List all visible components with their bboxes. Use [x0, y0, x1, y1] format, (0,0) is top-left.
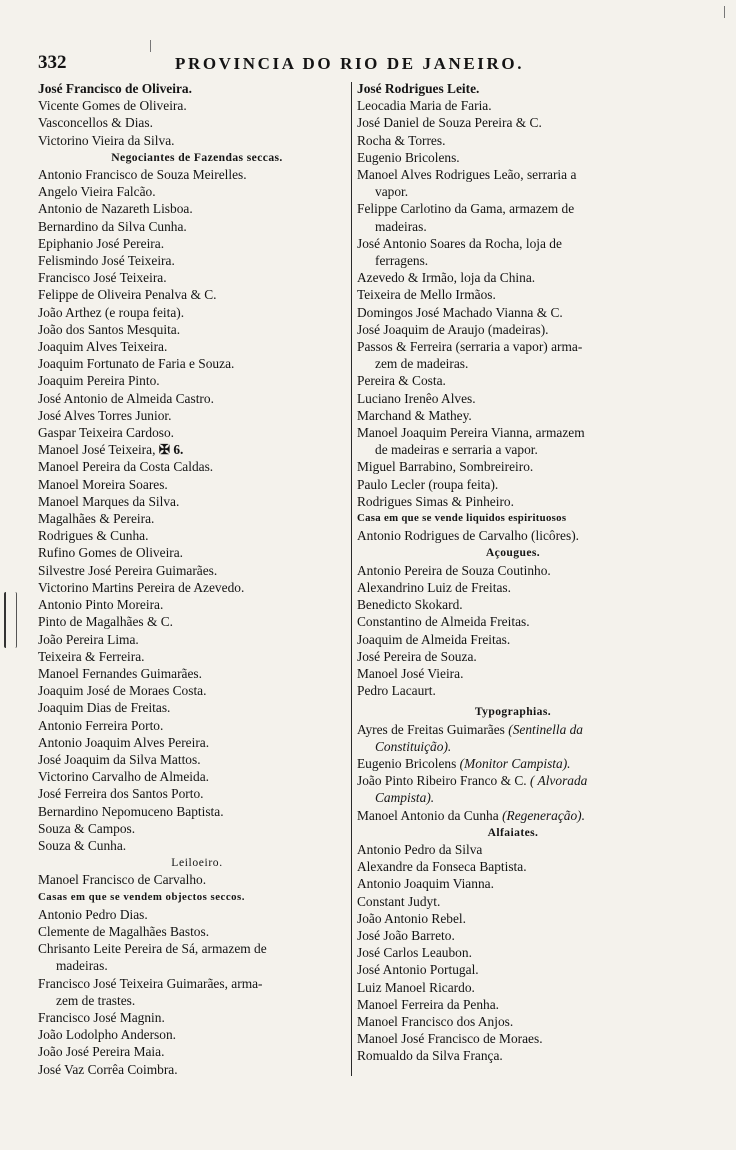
list-item: Chrisanto Leite Pereira de Sá, armazem de [38, 941, 267, 957]
list-item: Antonio de Nazareth Lisboa. [38, 201, 193, 217]
list-item: Manoel Pereira da Costa Caldas. [38, 459, 214, 475]
section-heading: Casa em que se vende liquidos espirituosos [357, 512, 567, 525]
list-item-continuation: zem de trastes. [56, 992, 136, 1008]
list-item: Souza & Cunha. [38, 837, 127, 853]
list-item: Clemente de Magalhães Bastos. [38, 923, 210, 939]
list-item: João dos Santos Mesquita. [38, 321, 181, 337]
list-item: Gaspar Teixeira Cardoso. [38, 425, 175, 441]
list-item: João Antonio Rebel. [357, 910, 466, 926]
list-item: Magalhães & Pereira. [38, 511, 155, 527]
list-item: Victorino Martins Pereira de Azevedo. [38, 579, 245, 595]
list-item: José Joaquim da Silva Mattos. [38, 751, 201, 767]
list-item: Victorino Carvalho de Almeida. [38, 769, 209, 785]
list-item: Francisco José Teixeira. [38, 270, 167, 286]
list-item: Epiphanio José Pereira. [38, 235, 165, 251]
list-item: Felismindo José Teixeira. [38, 253, 175, 269]
list-item: José Francisco de Oliveira. [38, 81, 192, 96]
entry-text: Manoel José Teixeira, [38, 442, 156, 458]
section-heading: Alfaiates. [487, 825, 539, 839]
list-item-continuation: Constituição). [375, 738, 452, 754]
list-item: Luciano Irenêo Alves. [357, 390, 476, 406]
list-item: Joaquim Dias de Freitas. [38, 700, 171, 716]
list-item: José Ferreira dos Santos Porto. [38, 786, 204, 802]
margin-pencil-mark [724, 6, 725, 18]
list-item: Alexandre da Fonseca Baptista. [357, 859, 527, 875]
list-item: Antonio Pinto Moreira. [38, 597, 164, 613]
list-item [38, 441, 356, 458]
list-item: Teixeira de Mello Irmãos. [357, 287, 496, 303]
list-item: Constantino de Almeida Freitas. [357, 614, 530, 630]
left-column [38, 80, 356, 1078]
printer-name: João Pinto Ribeiro Franco & C. [357, 773, 527, 789]
list-item: Paulo Lecler (roupa feita). [357, 476, 499, 492]
list-item: Bernardino Nepomuceno Baptista. [38, 803, 224, 819]
section-heading: Typographias. [474, 705, 552, 719]
margin-pencil-mark [150, 40, 151, 52]
list-item: José Pereira de Souza. [357, 648, 477, 664]
list-item: Miguel Barrabino, Sombreireiro. [357, 459, 534, 475]
list-item: Joaquim Pereira Pinto. [38, 373, 160, 389]
list-item: Manoel José Vieira. [357, 665, 464, 681]
running-title: PROVINCIA DO RIO DE JANEIRO. [175, 54, 525, 73]
newspaper-title: ( Alvorada [529, 773, 588, 789]
list-item-continuation: zem de madeiras. [375, 356, 469, 372]
list-item: José João Barreto. [357, 927, 455, 943]
list-item: Manoel Marques da Silva. [38, 493, 180, 509]
list-item: José Alves Torres Junior. [38, 407, 172, 423]
list-item: Azevedo & Irmão, loja da China. [357, 270, 536, 286]
list-item: Domingos José Machado Vianna & C. [357, 304, 563, 320]
section-heading: Negociantes de Fazendas seccas. [111, 150, 283, 164]
list-item: Eugenio Bricolens. [357, 149, 460, 165]
list-item: Manoel Fernandes Guimarães. [38, 665, 202, 681]
list-item [357, 772, 669, 789]
list-item: Leocadia Maria de Faria. [357, 98, 492, 114]
list-item: Alexandrino Luiz de Freitas. [357, 579, 511, 595]
list-item: Pinto de Magalhães & C. [38, 614, 174, 630]
list-item: José Daniel de Souza Pereira & C. [357, 115, 542, 131]
right-column [357, 80, 669, 1065]
list-item-continuation: madeiras. [375, 218, 427, 234]
list-item: João Arthez (e roupa feita). [38, 304, 185, 320]
list-item: Victorino Vieira da Silva. [38, 132, 175, 148]
section-heading: Casas em que se vendem objectos seccos. [38, 890, 245, 903]
list-item: Benedicto Skokard. [357, 597, 463, 613]
newspaper-title: (Monitor Campista). [459, 755, 571, 771]
list-item-continuation: madeiras. [56, 958, 108, 974]
list-item: Vasconcellos & Dias. [38, 115, 153, 131]
list-item: Joaquim Alves Teixeira. [38, 339, 168, 355]
list-item-continuation: Campista). [375, 790, 435, 806]
list-item: Teixeira & Ferreira. [38, 648, 145, 664]
newspaper-title: (Sentinella da [508, 721, 583, 737]
list-item: Antonio Rodrigues de Carvalho (licôres). [357, 528, 580, 544]
list-item: José Antonio Soares da Rocha, loja de [357, 235, 562, 251]
list-item: Felippe de Oliveira Penalva & C. [38, 287, 217, 303]
list-item: José Antonio Portugal. [357, 962, 479, 978]
list-item [357, 755, 669, 772]
list-item: Angelo Vieira Falcão. [38, 184, 156, 200]
printer-name: Manoel Antonio da Cunha [357, 807, 499, 823]
list-item: Manoel Joaquim Pereira Vianna, armazem [357, 425, 585, 441]
list-item: Manoel Ferreira da Penha. [357, 996, 500, 1012]
list-item: Antonio Pedro Dias. [38, 906, 148, 922]
list-item: José Antonio de Almeida Castro. [38, 390, 214, 406]
printer-name: Eugenio Bricolens [357, 755, 457, 771]
page-header [38, 52, 558, 78]
list-item: Joaquim Fortunato de Faria e Souza. [38, 356, 235, 372]
section-heading: Leiloeiro. [171, 856, 223, 870]
list-item: Manoel Francisco de Carvalho. [38, 872, 207, 888]
list-item: Manoel Moreira Soares. [38, 476, 168, 492]
list-item: Felippe Carlotino da Gama, armazem de [357, 201, 575, 217]
list-item: José Vaz Corrêa Coimbra. [38, 1061, 178, 1077]
list-item: Marchand & Mathey. [357, 407, 472, 423]
list-item: Romualdo da Silva França. [357, 1048, 503, 1064]
list-item: Pereira & Costa. [357, 373, 446, 389]
list-item: Antonio Joaquim Alves Pereira. [38, 734, 210, 750]
insignia-mark: ✠ 6. [158, 442, 184, 458]
list-item: Antonio Joaquim Vianna. [357, 876, 494, 892]
margin-bracket-mark [4, 592, 17, 648]
list-item: Antonio Francisco de Souza Meirelles. [38, 167, 247, 183]
printer-name: Ayres de Freitas Guimarães [357, 721, 505, 737]
list-item: José Rodrigues Leite. [357, 81, 480, 96]
list-item: Francisco José Magnin. [38, 1009, 165, 1025]
newspaper-title: (Regeneração). [502, 807, 585, 823]
list-item: Joaquim José de Moraes Costa. [38, 683, 207, 699]
section-heading: Açougues. [485, 546, 541, 560]
list-item: Passos & Ferreira (serraria a vapor) arma- [357, 339, 583, 355]
list-item: João Pereira Lima. [38, 631, 139, 647]
list-item: José Joaquim de Araujo (madeiras). [357, 321, 549, 337]
list-item-continuation: ferragens. [375, 253, 429, 269]
list-item: Antonio Pedro da Silva [357, 841, 483, 857]
list-item: José Carlos Leaubon. [357, 945, 472, 961]
list-item: Silvestre José Pereira Guimarães. [38, 562, 218, 578]
list-item: Bernardino da Silva Cunha. [38, 218, 187, 234]
list-item: Vicente Gomes de Oliveira. [38, 98, 187, 114]
list-item: Constant Judyt. [357, 893, 441, 909]
list-item: Rodrigues & Cunha. [38, 528, 149, 544]
list-item [357, 721, 669, 738]
list-item: Antonio Pereira de Souza Coutinho. [357, 562, 551, 578]
list-item: Manoel Alves Rodrigues Leão, serraria a [357, 167, 577, 183]
list-item: Francisco José Teixeira Guimarães, arma- [38, 975, 263, 991]
list-item-continuation: vapor. [375, 184, 409, 200]
list-item: Antonio Ferreira Porto. [38, 717, 164, 733]
list-item: Rodrigues Simas & Pinheiro. [357, 493, 514, 509]
page-number: 332 [38, 52, 67, 73]
list-item: Luiz Manoel Ricardo. [357, 979, 475, 995]
list-item: Rufino Gomes de Oliveira. [38, 545, 184, 561]
list-item-continuation: de madeiras e serraria a vapor. [375, 442, 538, 458]
list-item: Pedro Lacaurt. [357, 683, 436, 699]
list-item: Souza & Campos. [38, 820, 136, 836]
list-item: Rocha & Torres. [357, 132, 446, 148]
list-item: Joaquim de Almeida Freitas. [357, 631, 511, 647]
list-item: Manoel Francisco dos Anjos. [357, 1013, 514, 1029]
list-item: João Lodolpho Anderson. [38, 1027, 176, 1043]
list-item [357, 807, 669, 824]
list-item: Manoel José Francisco de Moraes. [357, 1031, 543, 1047]
list-item: João José Pereira Maia. [38, 1044, 165, 1060]
